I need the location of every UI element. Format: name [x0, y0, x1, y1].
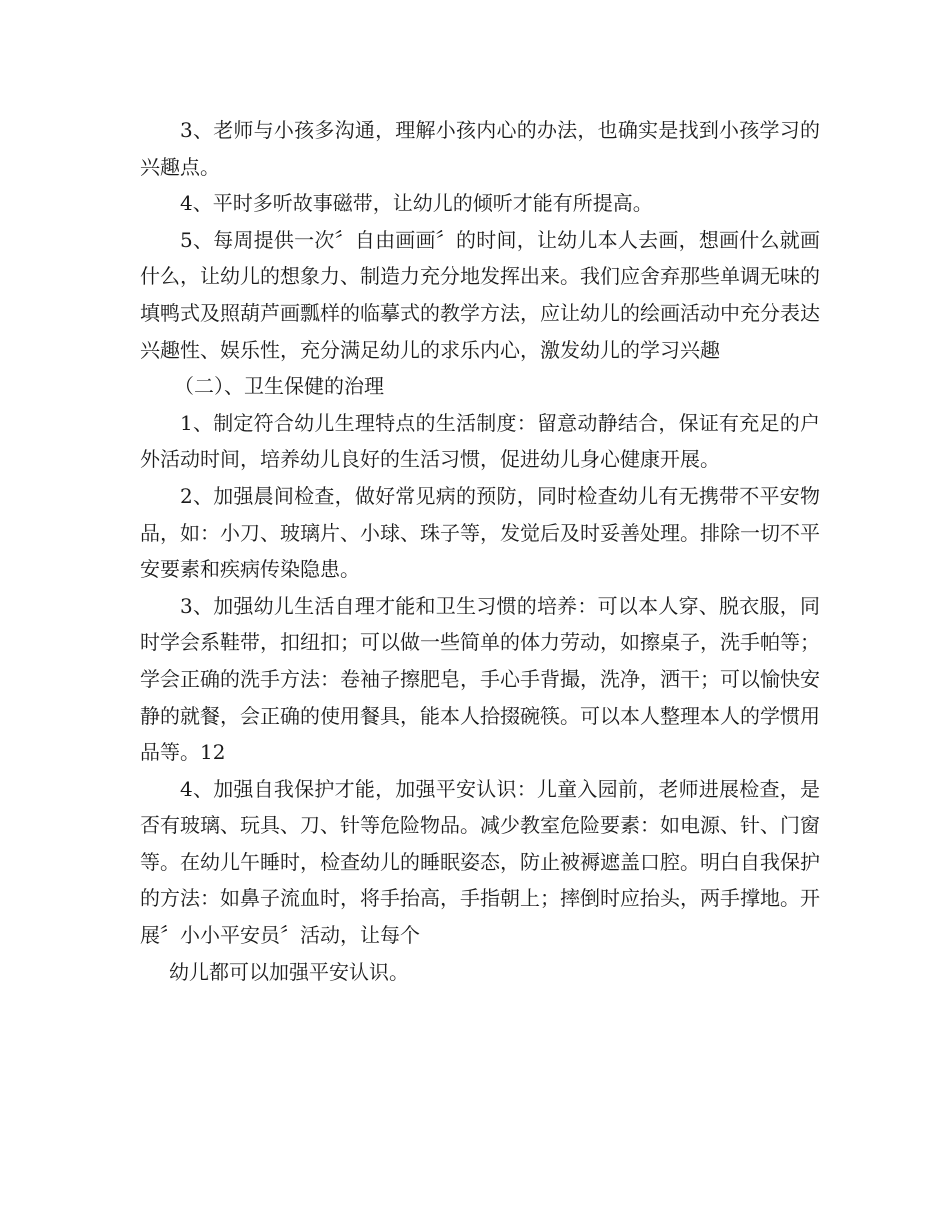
paragraph-self-care: 3、加强幼儿生活自理才能和卫生习惯的培养：可以本人穿、脱衣服，同时学会系鞋带，扣纽扣；可以做一些简单的体力劳动，如擦桌子，洗手帕等；学会正确的洗手方法：卷袖子擦肥皂，手心手背撮，洗净，洒干；可以愉快安静的就餐，会正确的使用餐具，能本人拾掇碗筷。可以本人整理本人的学惯用品等。12: [140, 593, 820, 765]
section-heading-hygiene: （二）、卫生保健的治理: [174, 374, 384, 399]
paragraph-morning-check: 2、加强晨间检查，做好常见病的预防，同时检查幼儿有无携带不平安物品，如：小刀、玻璃片、小球、珠子等，发觉后及时妥善处理。排除一切不平安要素和疾病传染隐患。: [140, 483, 820, 582]
paragraph-communication: 3、老师与小孩多沟通，理解小孩内心的办法，也确实是找到小孩学习的兴趣点。: [140, 118, 820, 179]
paragraph-free-drawing: 5、每周提供一次〞自由画画〞的时间，让幼儿本人去画，想画什么就画什么，让幼儿的想象力、制造力充分地发挥出来。我们应舍弃那些单调无味的填鸭式及照葫芦画瓢样的临摹式的教学方法，应让幼儿的绘画活动中充分表达兴趣性、娱乐性，充分满足幼儿的求乐内心，激发幼儿的学习兴趣: [140, 227, 820, 362]
paragraph-continuation: 幼儿都可以加强平安认识。: [169, 959, 409, 984]
paragraph-story-tapes: 4、平时多听故事磁带，让幼儿的倾听才能有所提高。: [180, 191, 653, 216]
paragraph-life-system: 1、制定符合幼儿生理特点的生活制度：留意动静结合，保证有充足的户外活动时间，培养幼儿良好的生活习惯，促进幼儿身心健康开展。: [140, 410, 820, 472]
document-page: [140, 112, 820, 990]
paragraph-self-protection: 4、加强自我保护才能，加强平安认识：儿童入园前，老师进展检查，是否有玻璃、玩具、刀、针等危险物品。减少教室危险要素：如电源、针、门窗等。在幼儿午睡时，检查幼儿的睡眠姿态，防止被褥遮盖口腔。明白自我保护的方法：如鼻子流血时，将手抬高，手指朝上；摔倒时应抬头，两手撑地。开展〞小小平安员〞活动，让每个: [140, 776, 820, 948]
